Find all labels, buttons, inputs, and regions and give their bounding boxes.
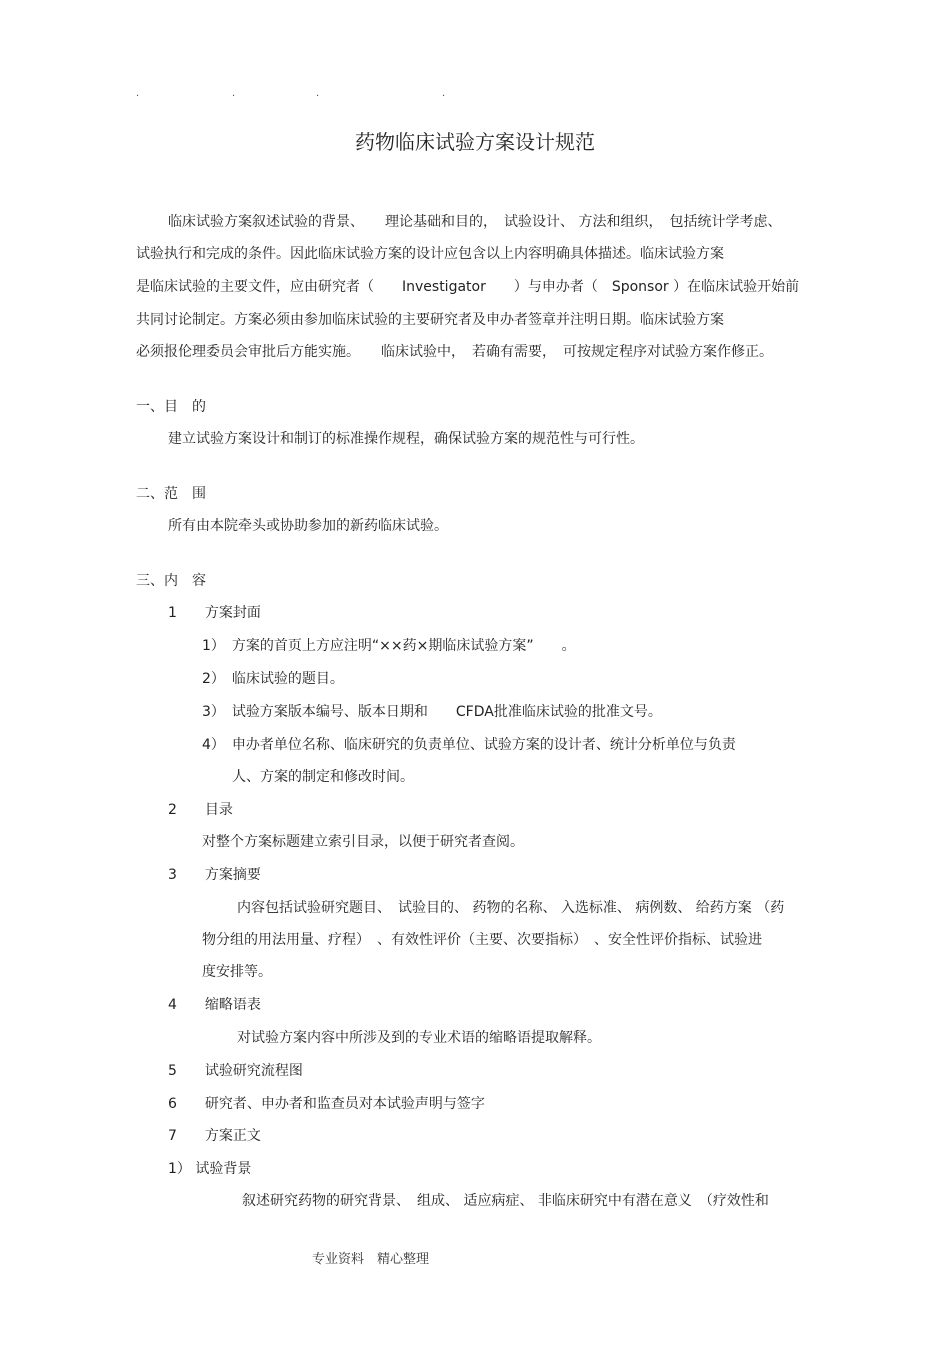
header-dot: . [136,88,140,99]
content-item-body: 度安排等。 [202,964,272,980]
content-item-flowchart: 5 试验研究流程图 [168,1063,303,1079]
content-subitem: 4） 申办者单位名称、临床研究的负责单位、试验方案的设计者、统计分析单位与负责 [202,737,736,753]
section-heading-content: 三、内 容 [136,573,206,589]
content-item-toc: 2 目录 [168,802,233,818]
content-item-main-text: 7 方案正文 [168,1128,261,1144]
content-item-body: 叙述研究药物的研究背景、 组成、 适应病症、 非临床研究中有潜在意义 （疗效性和 [242,1193,769,1209]
content-item-body: 对整个方案标题建立索引目录，以便于研究者查阅。 [202,834,524,850]
section-body-scope: 所有由本院牵头或协助参加的新药临床试验。 [168,518,448,534]
content-subitem-continued: 人、方案的制定和修改时间。 [232,769,414,785]
content-subitem: 1） 方案的首页上方应注明“××药×期临床试验方案” 。 [202,638,576,654]
section-heading-purpose: 一、目 的 [136,399,206,415]
content-subitem: 3） 试验方案版本编号、版本日期和 CFDA批准临床试验的批准文号。 [202,704,662,720]
content-item-abbreviations: 4 缩略语表 [168,997,261,1013]
content-subitem-background: 1） 试验背景 [168,1161,252,1177]
intro-line: 必须报伦理委员会审批后方能实施。 临床试验中， 若确有需要， 可按规定程序对试验方案作修正。 [136,344,773,360]
content-item-summary: 3 方案摘要 [168,867,261,883]
document-title: 药物临床试验方案设计规范 [355,130,595,154]
section-body-purpose: 建立试验方案设计和制订的标准操作规程，确保试验方案的规范性与可行性。 [168,431,644,447]
content-subitem: 2） 临床试验的题目。 [202,671,344,687]
content-item-body: 内容包括试验研究题目、 试验目的、 药物的名称、 入选标准、 病例数、 给药方案 （药 [237,900,785,916]
header-dot: . [442,88,446,99]
content-item-body: 物分组的用法用量、疗程） 、有效性评价（主要、次要指标） 、安全性评价指标、试验进 [202,932,762,948]
page-footer: 专业资料 精心整理 [312,1252,430,1267]
intro-line: 试验执行和完成的条件。因此临床试验方案的设计应包含以上内容明确具体描述。临床试验方案 [136,246,724,262]
header-dot: . [232,88,236,99]
section-heading-scope: 二、范 围 [136,486,206,502]
content-item-declaration: 6 研究者、申办者和监查员对本试验声明与签字 [168,1096,485,1112]
intro-line: 临床试验方案叙述试验的背景、 理论基础和目的， 试验设计、 方法和组织， 包括统计学考虑、 [168,214,782,230]
intro-line: 共同讨论制定。方案必须由参加临床试验的主要研究者及申办者签章并注明日期。临床试验方案 [136,312,724,328]
intro-line: 是临床试验的主要文件，应由研究者（ Investigator ）与申办者（ Sponsor ）在临床试验开始前 [136,279,800,295]
content-item-cover: 1 方案封面 [168,605,261,621]
header-dot: . [316,88,320,99]
content-item-body: 对试验方案内容中所涉及到的专业术语的缩略语提取解释。 [237,1030,601,1046]
